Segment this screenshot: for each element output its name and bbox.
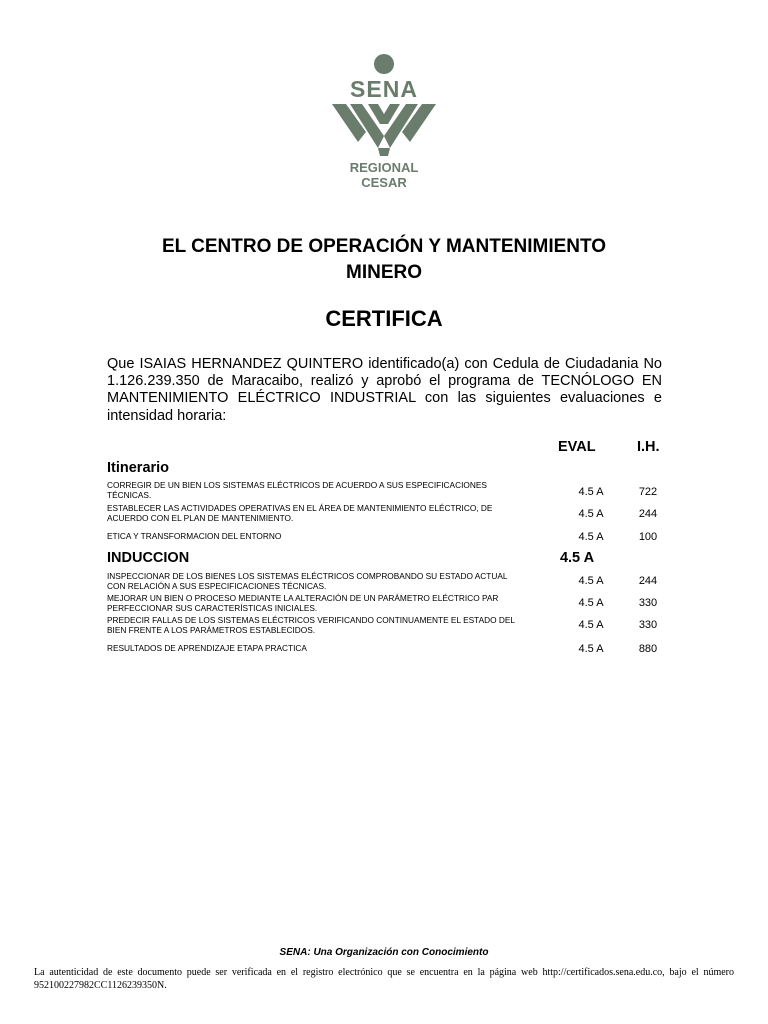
row-description: RESULTADOS DE APRENDIZAJE ETAPA PRACTICA xyxy=(107,643,307,653)
sena-logo xyxy=(328,52,440,190)
induccion-title: INDUCCION xyxy=(107,550,190,566)
row-ih: 330 xyxy=(638,597,658,609)
row-eval: 4.5 A xyxy=(578,508,604,520)
row-eval: 4.5 A xyxy=(578,643,604,655)
row-description: ESTABLECER LAS ACTIVIDADES OPERATIVAS EN EL ÁREA DE MANTENIMIENTO ELÉCTRICO, DE ACUERDO CON EL PLAN DE MANTENIMIENTO. xyxy=(107,503,493,523)
eval-column-header: EVAL xyxy=(558,439,596,455)
row-ih: 100 xyxy=(638,531,658,543)
heading-line-1: EL CENTRO DE OPERACIÓN Y MANTENIMIENTO xyxy=(161,236,607,257)
row-eval: 4.5 A xyxy=(578,575,604,587)
row-ih: 330 xyxy=(638,619,658,631)
row-description: CORREGIR DE UN BIEN LOS SISTEMAS ELÉCTRICOS DE ACUERDO A SUS ESPECIFICACIONES TÉCNICAS. xyxy=(107,480,487,500)
logo-name: SENA xyxy=(350,76,418,102)
logo-region: REGIONAL CESAR xyxy=(349,160,419,190)
row-ih: 244 xyxy=(638,508,658,520)
ih-column-header: I.H. xyxy=(637,439,660,455)
certification-statement: Que ISAIAS HERNANDEZ QUINTERO identificado(a) con Cedula de Ciudadania No 1.126.239.350 de Maracaibo, realizó y aprobó el programa de TECNÓLOGO EN MANTENIMIENTO ELÉCTRICO INDUSTRIAL con las siguientes evaluaciones e intensidad horaria: xyxy=(107,356,662,424)
footer-motto: SENA: Una Organización con Conocimiento xyxy=(279,947,489,958)
row-description: MEJORAR UN BIEN O PROCESO MEDIANTE LA ALTERACIÓN DE UN PARÁMETRO ELÉCTRICO PAR PERFECCIONAR SUS CARACTERÍSTICAS INICIALES. xyxy=(107,593,499,613)
certifica-title: CERTIFICA xyxy=(325,306,443,331)
row-ih: 880 xyxy=(638,643,658,655)
row-ih: 722 xyxy=(638,486,658,498)
row-eval: 4.5 A xyxy=(578,486,604,498)
row-description: ETICA Y TRANSFORMACION DEL ENTORNO xyxy=(107,531,282,541)
verification-note: La autenticidad de este documento puede ser verificada en el registro electrónico que se encuentra en la página web http://certificados.sena.edu.co, bajo el número 952100227982CC1126239350N. xyxy=(34,967,734,991)
row-eval: 4.5 A xyxy=(578,597,604,609)
row-description: INSPECCIONAR DE LOS BIENES LOS SISTEMAS ELÉCTRICOS COMPROBANDO SU ESTADO ACTUAL CON RELACIÓN A SUS ESPECIFICACIONES TÉCNICAS. xyxy=(107,571,508,591)
row-description: PREDECIR FALLAS DE LOS SISTEMAS ELÉCTRICOS VERIFICANDO CONTINUAMENTE EL ESTADO DEL BIEN FRENTE A LOS PARÁMETROS ESTABLECIDOS. xyxy=(107,615,515,635)
row-eval: 4.5 A xyxy=(578,619,604,631)
institution-heading xyxy=(120,234,648,286)
induccion-eval: 4.5 A xyxy=(559,550,595,566)
itinerario-title: Itinerario xyxy=(107,460,170,476)
row-eval: 4.5 A xyxy=(578,531,604,543)
heading-line-2: MINERO xyxy=(346,262,422,283)
row-ih: 244 xyxy=(638,575,658,587)
